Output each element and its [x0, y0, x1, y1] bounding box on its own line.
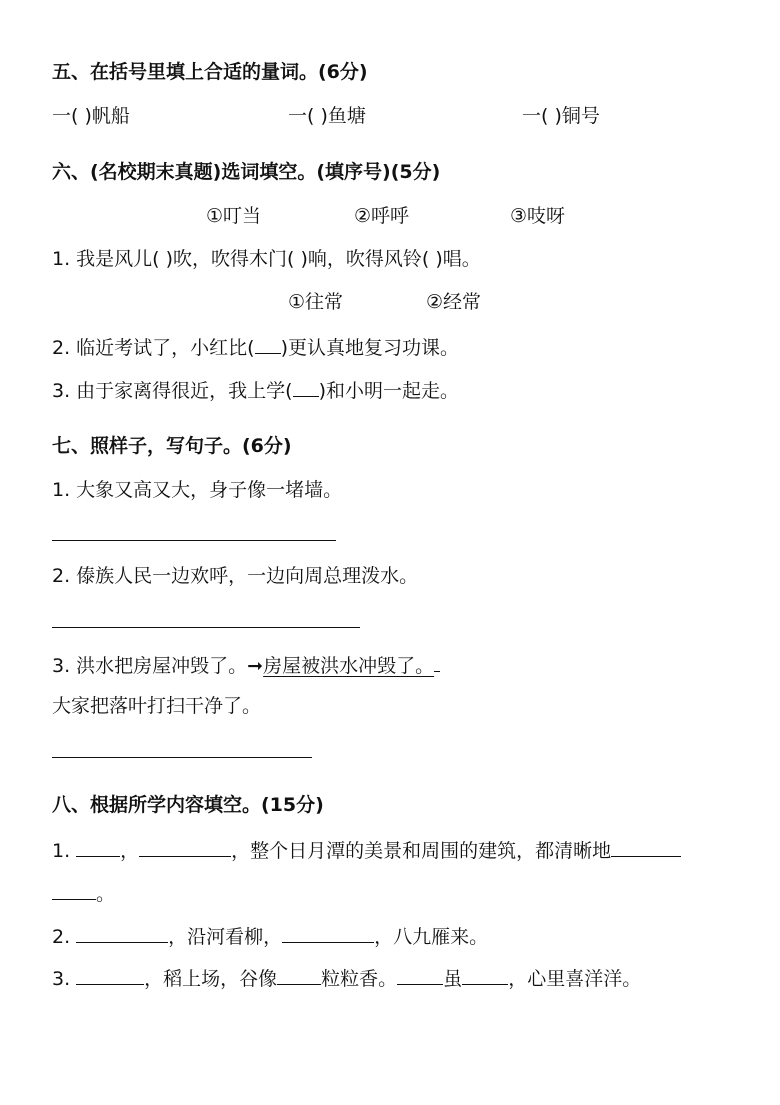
- sec7-question-3: [52, 651, 440, 678]
- sec7-question-3-task: 大家把落叶打扫干净了。: [52, 695, 262, 717]
- sec6-q2-text-b: )更认真地复习功课。: [280, 337, 460, 359]
- sec8-question-2: [52, 924, 488, 949]
- sec8-q1-number: 1.: [52, 840, 71, 862]
- sec6-q3-text-b: )和小明一起走。: [318, 380, 460, 402]
- sec5-item-2: 一( )鱼塘: [288, 105, 366, 127]
- sec8-q2-text-a: ，沿河看柳，: [168, 926, 283, 948]
- sec7-q3-text: 3. 洪水把房屋冲毁了。: [52, 655, 248, 677]
- sec8-question-3: [52, 966, 641, 991]
- sec6-q2-blank[interactable]: [255, 335, 281, 354]
- sec6-choice-4: ①往常: [288, 291, 344, 313]
- sec8-q2-number: 2.: [52, 926, 71, 948]
- sec8-q3-blank-1[interactable]: [76, 966, 144, 985]
- sec6-question-1: 1. 我是风儿( )吹，吹得木门( )响，吹得风铃( )唱。: [52, 248, 481, 270]
- sec7-q3-example: 房屋被洪水冲毁了。: [263, 655, 435, 677]
- sec8-q1-comma: ，: [120, 840, 140, 862]
- sec8-q3-text-d: ，心里喜洋洋。: [508, 968, 642, 990]
- sec8-q1-end: 。: [96, 883, 116, 905]
- sec7-answer-line-3[interactable]: [52, 757, 312, 758]
- sec7-answer-line-1[interactable]: [52, 540, 336, 541]
- sec6-question-2: [52, 335, 459, 360]
- sec6-choice-3: ③吱呀: [510, 205, 566, 227]
- sec8-q1-blank-3-cont[interactable]: [52, 881, 96, 900]
- sec8-q1-blank-3[interactable]: [611, 838, 681, 857]
- sec8-q2-text-b: ，八九雁来。: [374, 926, 489, 948]
- sec8-q3-blank-2[interactable]: [277, 966, 321, 985]
- sec8-q3-blank-3[interactable]: [397, 966, 443, 985]
- sec6-question-3: [52, 378, 459, 403]
- sec5-item-1: 一( )帆船: [52, 105, 130, 127]
- sec5-item-3: 一( )铜号: [522, 105, 600, 127]
- sec8-q3-text-c: 虽: [443, 968, 463, 990]
- sec6-choice-5: ②经常: [426, 291, 482, 313]
- sec8-q3-number: 3.: [52, 968, 71, 990]
- sec7-question-2: 2. 傣族人民一边欢呼，一边向周总理泼水。: [52, 565, 419, 587]
- sec6-choice-1: ①叮当: [206, 205, 262, 227]
- sec8-q2-blank-2[interactable]: [282, 924, 374, 943]
- sec6-q2-text-a: 2. 临近考试了，小红比(: [52, 337, 255, 359]
- sec6-q3-blank[interactable]: [293, 378, 319, 397]
- sec7-answer-line-2[interactable]: [52, 627, 360, 628]
- sec8-q1-text: ，整个日月潭的美景和周围的建筑，都清晰地: [231, 840, 612, 862]
- sec8-question-1: [52, 838, 681, 863]
- arrow-right-icon: ➞: [247, 655, 264, 677]
- section-6-title: 六、(名校期末真题)选词填空。(填序号)(5分): [52, 161, 441, 183]
- sec7-question-1: 1. 大象又高又大，身子像一堵墙。: [52, 479, 343, 501]
- sec6-q3-text-a: 3. 由于家离得很近，我上学(: [52, 380, 293, 402]
- sec8-question-1-cont: [52, 881, 115, 906]
- example-underline-tail: [434, 651, 440, 672]
- section-5-title: 五、在括号里填上合适的量词。(6分): [52, 61, 368, 83]
- sec8-q3-text-a: ，稻上场，谷像: [144, 968, 278, 990]
- sec8-q1-blank-2[interactable]: [139, 838, 231, 857]
- sec8-q3-blank-4[interactable]: [462, 966, 508, 985]
- sec8-q2-blank-1[interactable]: [76, 924, 168, 943]
- sec8-q1-blank-1[interactable]: [76, 838, 120, 857]
- section-8-title: 八、根据所学内容填空。(15分): [52, 794, 324, 816]
- sec6-choice-2: ②呼呼: [354, 205, 410, 227]
- section-7-title: 七、照样子，写句子。(6分): [52, 435, 292, 457]
- sec8-q3-text-b: 粒粒香。: [321, 968, 398, 990]
